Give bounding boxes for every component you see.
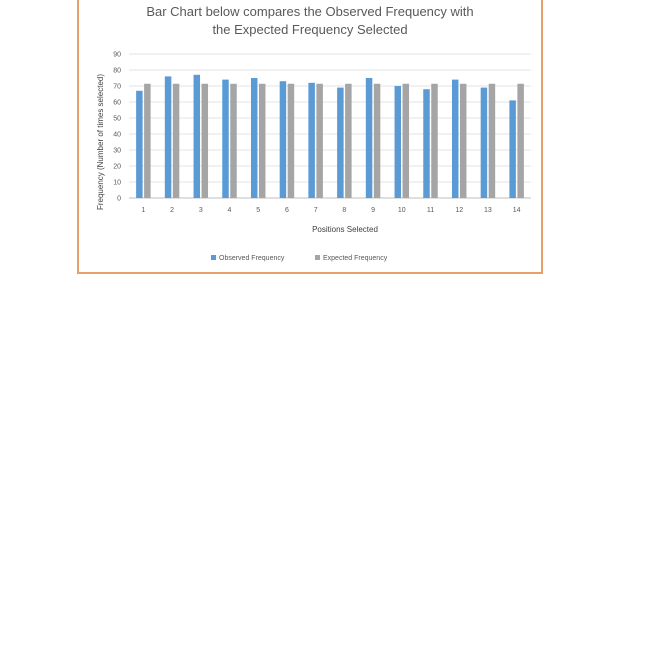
x-axis-ticks — [141, 207, 520, 214]
observed-bar — [337, 88, 344, 198]
legend-label: Observed Frequency — [219, 255, 285, 262]
chart-title-line-2: the Expected Frequency Selected — [212, 22, 408, 37]
y-axis-ticks — [113, 52, 121, 203]
expected-bar — [230, 84, 237, 198]
y-tick-label: 50 — [113, 115, 121, 123]
legend — [211, 255, 388, 262]
x-tick-label: 8 — [342, 207, 347, 214]
expected-bar — [202, 84, 209, 198]
bars — [136, 75, 524, 198]
x-tick-label: 14 — [512, 207, 521, 214]
x-tick-label: 5 — [256, 207, 261, 214]
x-tick-label: 6 — [284, 207, 289, 214]
expected-bar — [345, 84, 352, 198]
x-tick-label: 2 — [170, 207, 175, 214]
expected-bar — [173, 84, 180, 198]
bar-chart — [79, 0, 541, 272]
observed-bar — [509, 100, 515, 198]
x-tick-label: 10 — [397, 207, 406, 214]
x-tick-label: 13 — [484, 207, 492, 214]
y-tick-label: 10 — [113, 179, 121, 187]
legend-label: Expected Frequency — [323, 255, 388, 262]
x-tick-label: 1 — [141, 207, 146, 214]
legend-swatch — [315, 255, 320, 260]
x-tick-label: 3 — [198, 207, 203, 214]
observed-bar — [136, 91, 143, 198]
observed-bar — [222, 80, 229, 198]
y-tick-label: 70 — [113, 83, 121, 91]
y-tick-label: 0 — [117, 195, 121, 203]
observed-bar — [423, 89, 430, 198]
observed-bar — [251, 78, 258, 198]
legend-swatch — [211, 255, 216, 260]
expected-bar — [144, 84, 151, 198]
x-tick-label: 9 — [371, 207, 376, 214]
expected-bar — [517, 84, 524, 198]
observed-bar — [366, 78, 373, 198]
x-tick-label: 11 — [426, 207, 435, 214]
y-tick-label: 90 — [113, 51, 121, 59]
expected-bar — [431, 84, 438, 198]
expected-bar — [489, 84, 496, 198]
observed-bar — [452, 80, 459, 198]
y-tick-label: 30 — [113, 147, 121, 155]
x-tick-label: 12 — [455, 207, 464, 214]
x-tick-label: 4 — [227, 207, 232, 214]
expected-bar — [259, 84, 266, 198]
gridlines — [129, 54, 531, 198]
expected-bar — [288, 84, 295, 198]
y-tick-label: 60 — [113, 99, 121, 107]
observed-bar — [481, 88, 488, 198]
y-tick-label: 20 — [113, 163, 121, 171]
x-axis-title: Positions Selected — [312, 225, 378, 234]
expected-bar — [460, 84, 467, 198]
observed-bar — [165, 76, 172, 198]
observed-bar — [308, 83, 315, 198]
chart-title-line-1: Bar Chart below compares the Observed Frequency with — [146, 4, 474, 19]
y-tick-label: 40 — [113, 131, 121, 139]
expected-bar — [316, 84, 323, 198]
expected-bar — [374, 84, 381, 198]
y-axis-title: Frequency (Number of times selected) — [96, 73, 105, 211]
y-tick-label: 80 — [113, 67, 121, 75]
expected-bar — [403, 84, 410, 198]
observed-bar — [395, 86, 402, 198]
x-tick-label: 7 — [313, 207, 318, 214]
chart-frame — [77, 0, 543, 274]
observed-bar — [194, 75, 201, 198]
observed-bar — [280, 81, 287, 198]
